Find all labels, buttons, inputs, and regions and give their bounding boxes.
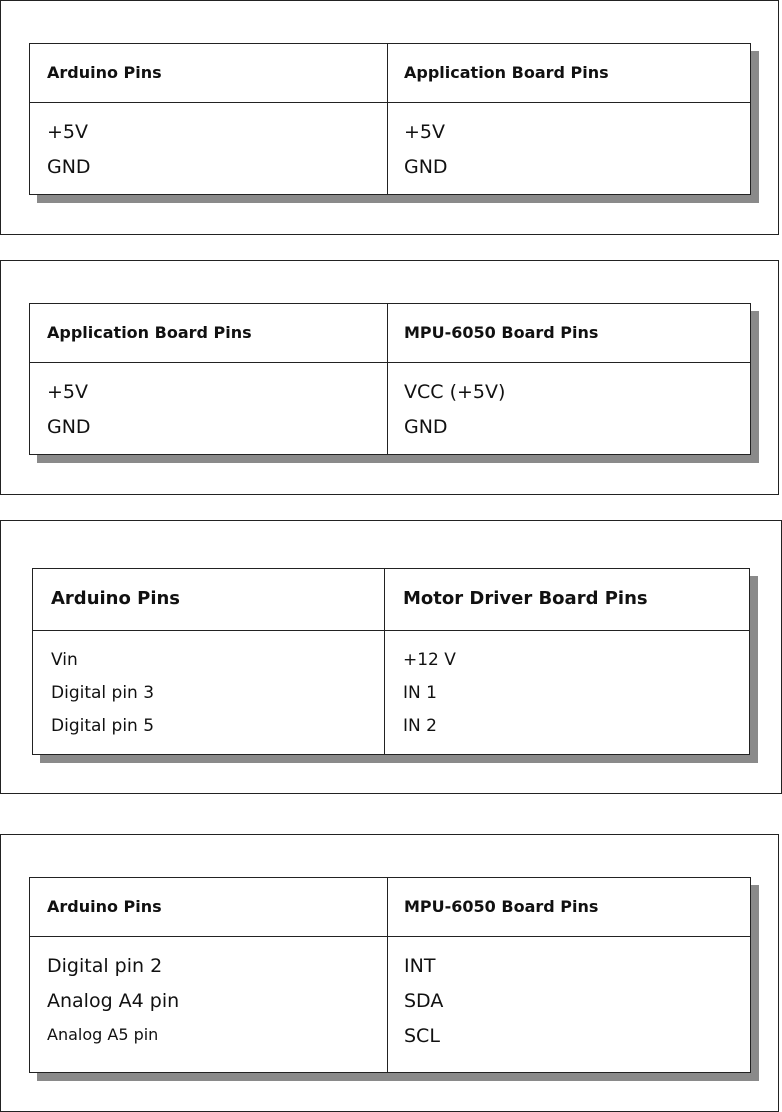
header-mpu6050-board-pins: MPU-6050 Board Pins: [404, 323, 599, 342]
table-cell: +5V: [47, 381, 89, 403]
table-cell: GND: [404, 156, 448, 178]
column-divider: [387, 878, 388, 1072]
table-cell: Vin: [51, 650, 78, 670]
table-cell: INT: [404, 955, 436, 977]
connection-panel-1: [0, 0, 779, 235]
column-divider: [384, 569, 385, 754]
table-cell: Analog A5 pin: [47, 1025, 159, 1044]
table-cell: +12 V: [403, 650, 456, 670]
header-application-board-pins: Application Board Pins: [404, 63, 609, 82]
header-application-board-pins: Application Board Pins: [47, 323, 252, 342]
table-cell: IN 1: [403, 683, 437, 703]
pin-table-3: [32, 568, 750, 755]
table-cell: GND: [47, 416, 91, 438]
column-divider: [387, 44, 388, 194]
connection-panel-4: [0, 834, 779, 1112]
column-divider: [387, 304, 388, 454]
table-cell: VCC (+5V): [404, 381, 506, 403]
header-arduino-pins: Arduino Pins: [47, 897, 162, 916]
table-cell: +5V: [47, 121, 89, 143]
table-cell: GND: [404, 416, 448, 438]
table-cell: Digital pin 3: [51, 683, 155, 703]
connection-panel-2: [0, 260, 779, 495]
table-cell: GND: [47, 156, 91, 178]
connection-panel-3: [0, 520, 782, 794]
table-cell: Digital pin 2: [47, 955, 163, 977]
header-motor-driver-board-pins: Motor Driver Board Pins: [403, 588, 648, 609]
header-arduino-pins: Arduino Pins: [47, 63, 162, 82]
table-cell: +5V: [404, 121, 446, 143]
header-mpu6050-board-pins: MPU-6050 Board Pins: [404, 897, 599, 916]
table-cell: IN 2: [403, 716, 437, 736]
table-cell: SDA: [404, 990, 444, 1012]
pin-table-4: [29, 877, 751, 1073]
pin-table-2: [29, 303, 751, 455]
pin-table-1: [29, 43, 751, 195]
table-cell: Analog A4 pin: [47, 990, 180, 1012]
table-cell: SCL: [404, 1025, 440, 1047]
header-arduino-pins: Arduino Pins: [51, 588, 181, 609]
table-cell: Digital pin 5: [51, 716, 155, 736]
